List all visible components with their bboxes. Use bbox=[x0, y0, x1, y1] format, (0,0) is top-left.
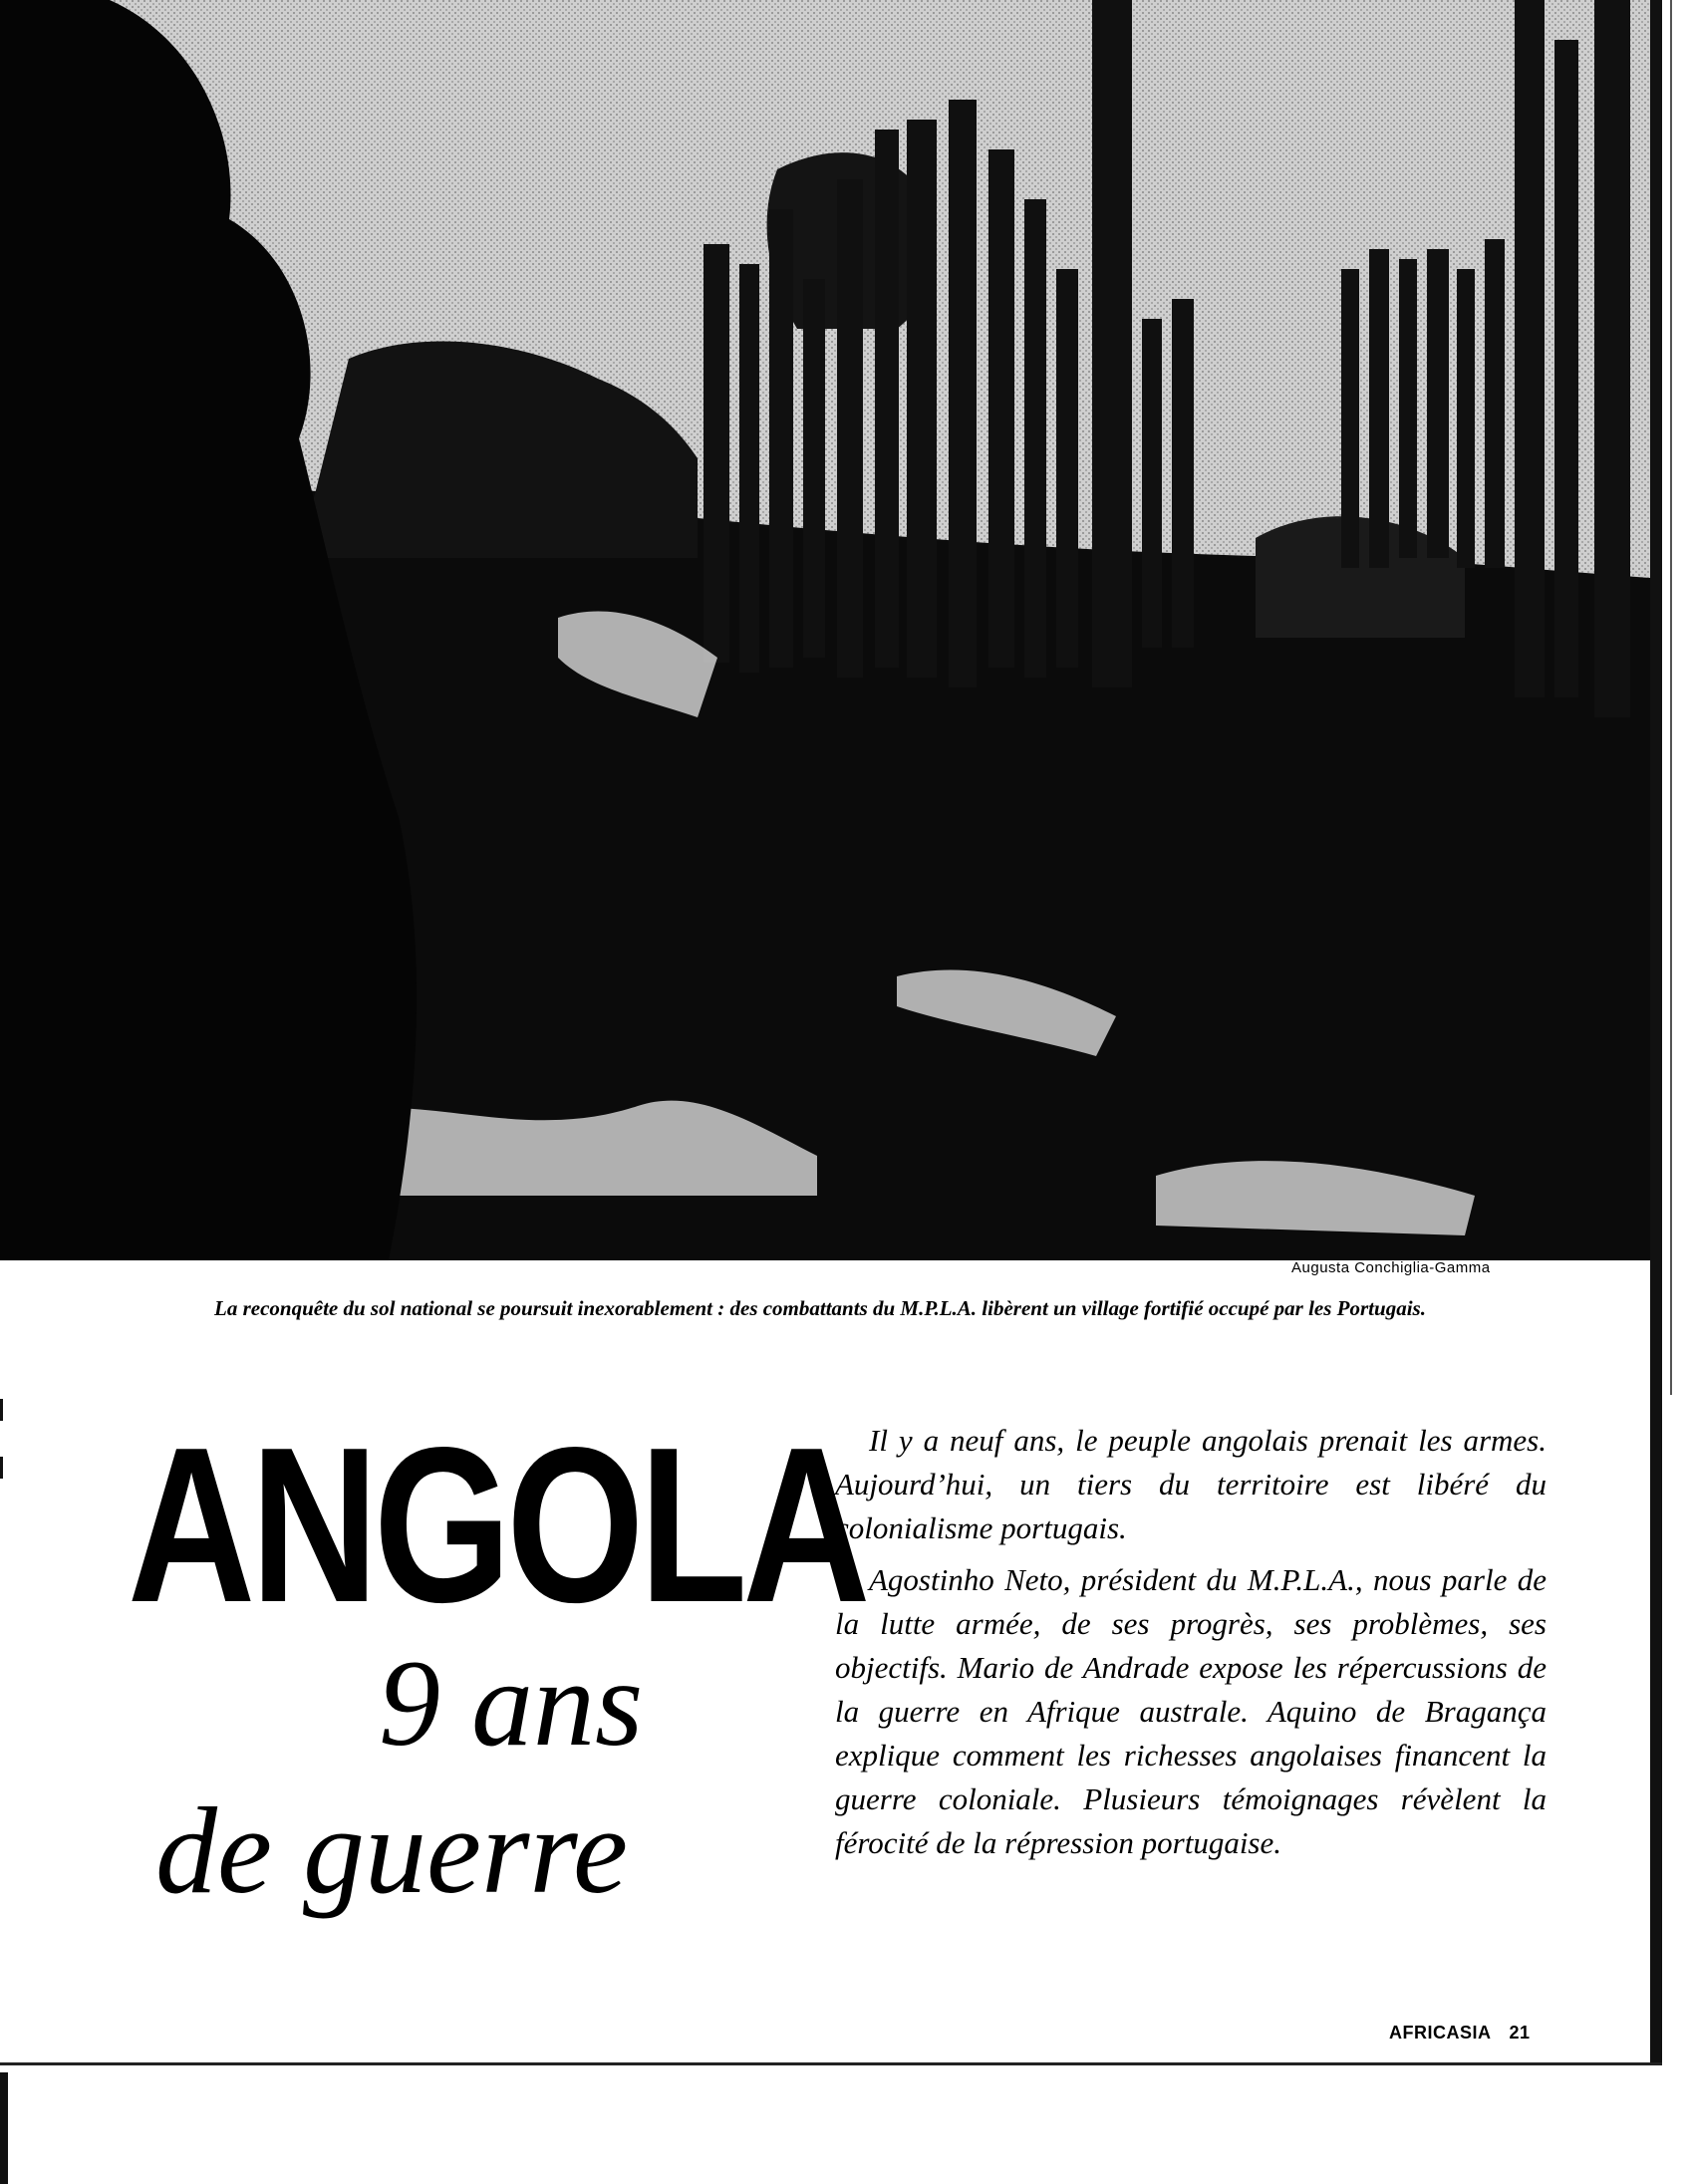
page-edge-line bbox=[1670, 0, 1672, 1395]
intro-paragraph: Il y a neuf ans, le peuple angolais prenait les armes. Aujourd’hui, un tiers du territoire est libéré du colonialisme portugais. bbox=[835, 1423, 1547, 1545]
crop-mark bbox=[0, 2072, 8, 2184]
magazine-name: AFRICASIA bbox=[1389, 2023, 1492, 2043]
page-edge-shadow bbox=[1650, 0, 1662, 2062]
margin-mark bbox=[0, 1457, 3, 1479]
headline-line-3: de guerre bbox=[155, 1782, 629, 1919]
page-footer bbox=[1389, 2023, 1531, 2044]
headline-main: ANGOLA bbox=[128, 1402, 866, 1649]
intro-paragraph: Agostinho Neto, président du M.P.L.A., nous parle de la lutte armée, de ses progrès, ses problèmes, ses objectifs. Mario de Andrade expose les répercussions de la guerre en Afrique australe. Aquino de Bragança explique comment les richesses angolaises financent la guerre coloniale. Plusieurs témoignages révèlent la férocité de la répression portugaise. bbox=[835, 1562, 1547, 1860]
margin-mark bbox=[0, 1399, 3, 1421]
intro-text bbox=[835, 1419, 1547, 1873]
photo-caption: La reconquête du sol national se poursuit inexorablement : des combattants du M.P.L.A. libèrent un village fortifié occupé par les Portugais. bbox=[214, 1296, 1426, 1320]
page-number: 21 bbox=[1509, 2023, 1531, 2043]
bottom-rule bbox=[0, 2062, 1662, 2065]
headline-line-2: 9 ans bbox=[379, 1635, 644, 1772]
photo-credit: Augusta Conchiglia-Gamma bbox=[1291, 1259, 1491, 1276]
